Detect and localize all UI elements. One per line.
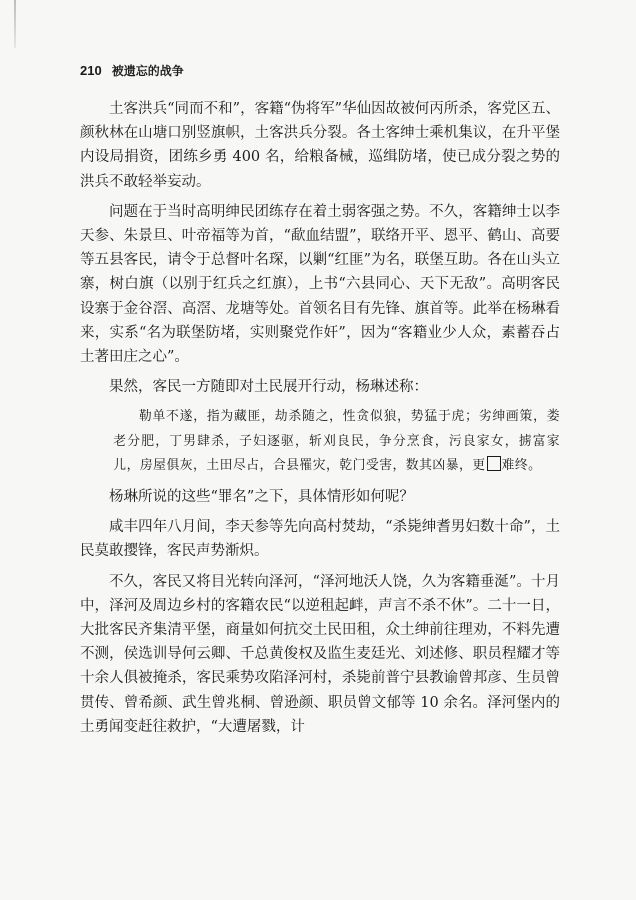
scan-edge-shadow <box>14 0 16 48</box>
paragraph-6: 不久，客民又将目光转向泽河，“泽河地沃人饶，久为客籍垂涎”。十月中，泽河及周边乡村的客籍农民“以逆租起衅，声言不杀不休”。二十一日，大批客民齐集清平堡，商量如何抗交土民田租，众土绅前往理劝，不料先遭不测，侯选训导何云卿、千总黄俊权及监生麦廷光、刘述修、职员程耀才等十余人俱被掩杀，客民乘势攻陷泽河村，杀毙前普宁县教谕曾邦彦、生员曾贯传、曾希颜、武生曾兆桐、曾逊颜、职员曾文郁等 10 余名。泽河堡内的土勇闻变赶往救护，“大遭屠戮，计 <box>80 573 560 735</box>
paragraph-3: 果然，客民一方随即对土民展开行动，杨琳述称： <box>109 379 428 396</box>
missing-character-box <box>487 456 501 471</box>
running-title: 被遗忘的战争 <box>111 64 184 78</box>
page-header <box>80 62 560 79</box>
book-page <box>80 62 560 745</box>
quote-text: 勒单不遂，指为藏匪，劫杀随之，性贪似狼，势猛于虎；劣绅画策，娄老分肥，丁男肆杀，子妇逐驱，斩刈良民，争分烹食，污良家女，掳富家儿，房屋俱灰，土田尽占，合县罹灾，乾门受害，数其凶暴，更 <box>113 409 560 474</box>
quote-text-end: 难终。 <box>501 458 542 474</box>
paragraph-4: 杨琳所说的这些“罪名”之下，具体情形如何呢？ <box>109 488 414 505</box>
block-quote <box>80 405 560 479</box>
paragraph-2: 问题在于当时高明绅民团练存在着土弱客强之势。不久，客籍绅士以李天参、朱景旦、叶帝福等为首，“歃血结盟”，联络开平、恩平、鹤山、高要等五县客民，请令于总督叶名琛，以剿“红匪”为名，联堡互助。各在山头立寨，树白旗（以别于红兵之红旗），上书“六县同心、天下无敌”。高明客民设寨于金谷滘、高滘、龙塘等处。首领名目有先锋、旗首等。此举在杨琳看来，实系“名为联堡防堵，实则聚党作奸”，因为“客籍业少人众，素蓄吞占土著田庄之心”。 <box>80 203 560 366</box>
page-number: 210 <box>80 63 102 78</box>
paragraph-1: 土客洪兵“同而不和”，客籍“伪将军”华仙因故被何丙所杀，客党区五、颜秋林在山塘口别竖旗帜，土客洪兵分裂。各土客绅士乘机集议，在升平堡内设局捐资，团练乡勇 400 名，给粮备械，巡缉防堵，使已成分裂之势的洪兵不敢轻举妄动。 <box>80 101 560 190</box>
paragraph-5: 咸丰四年八月间，李天参等先向高村焚劫，“杀毙绅耆男妇数十命”，土民莫敢撄锋，客民声势渐炽。 <box>80 519 560 560</box>
